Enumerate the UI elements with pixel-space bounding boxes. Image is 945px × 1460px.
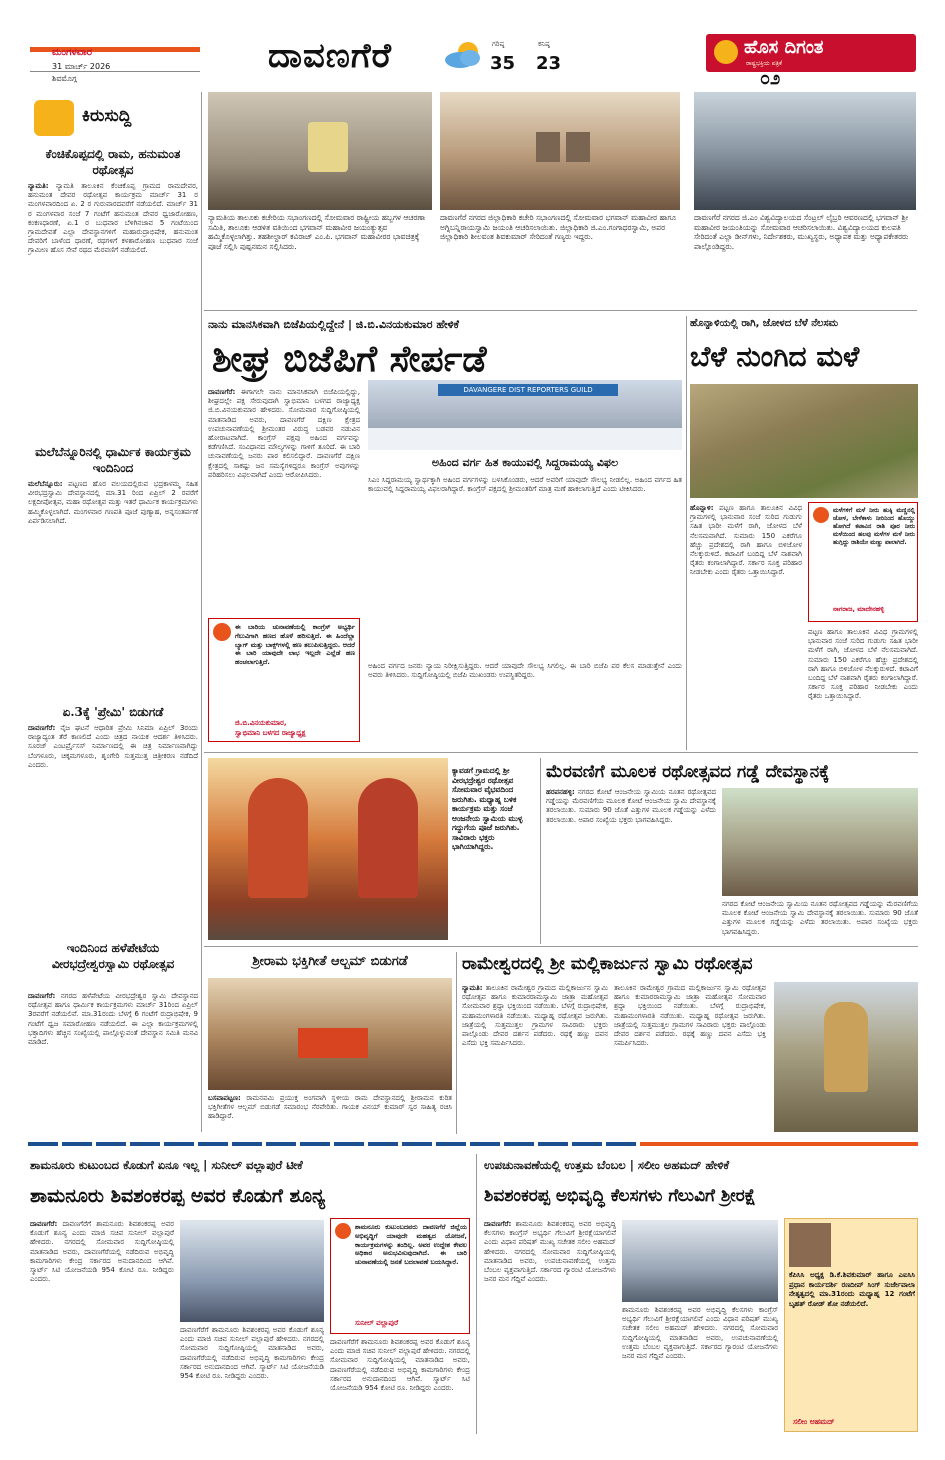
bottom-right-body-text: ಶಾಮನೂರು ಶಿವಶಂಕರಪ್ಪ ಅವರ ಅಭಿವೃದ್ಧಿ ಕೆಲಸಗಳು ಕಾಂಗ್ರೆಸ್ ಅಭ್ಯರ್ಥಿ ಗೆಲುವಿಗೆ ಶ್ರೀರಕ್ಷೆಯಾಗಲಿವೆ ಎಂದು ವಿಧಾನ ಪರಿಷತ್ ಮುಖ್ಯ ಸಚೇತಕ ಸಲೀಂ ಅಹಮದ್ ಹೇಳಿದರು. ನಗರದಲ್ಲಿ ಸೋಮವಾರ ಸುದ್ದಿಗೋಷ್ಠಿಯಲ್ಲಿ ಮಾತನಾಡಿದ ಅವರು, ಉಪಚುನಾವಣೆಯಲ್ಲಿ ಉತ್ತಮ ಬೆಂಬಲ ವ್ಯಕ್ತವಾಗುತ್ತಿದೆ. ಸರ್ಕಾರದ ಗ್ಯಾರಂಟಿ ಯೋಜನೆಗಳು ಜನರ ಮನ ಗೆದ್ದಿವೆ ಎಂದರು.	[484, 1220, 616, 1284]
bottom-right-headline: ಶಿವಶಂಕರಪ್ಪ ಅಭಿವೃದ್ಧಿ ಕೆಲಸಗಳು ಗೆಲುವಿಗೆ ಶ್ರೀರಕ್ಷೆ	[484, 1186, 756, 1206]
lead-body-text: ಈಗಾಗಲೇ ನಾನು ಮಾನಸಿಕವಾಗಿ ಬಿಜೆಪಿಯಲ್ಲಿದ್ದು, ಶೀಘ್ರದಲ್ಲೇ ಪಕ್ಷ ಸೇರುವುದಾಗಿ ಸ್ವಾಭಿಮಾನಿ ಬಳಗದ ರಾಜ್ಯಾಧ್ಯಕ್ಷ ಜಿ.ಬಿ.ವಿನಯಕುಮಾರ ಹೇಳಿದರು. ಸೋಮವಾರ ಸುದ್ದಿಗೋಷ್ಠಿಯಲ್ಲಿ ಮಾತನಾಡಿದ ಅವರು, ದಾವಣಗೆರೆ ದಕ್ಷಿಣ ಕ್ಷೇತ್ರದ ಉಪಚುನಾವಣೆಯಲ್ಲಿ ಶ್ರೀಮಂತರ ವಿರುದ್ಧ ಬಡವರ ನಡುವಿನ ಹೋರಾಟವಾಗಿದೆ. ಕಾಂಗ್ರೆಸ್ ಪಕ್ಷವು ಅಹಿಂದ ವರ್ಗವನ್ನು ಕಡೆಗಣಿಸಿದೆ. ಸಂವಿಧಾನದ ಮೌಲ್ಯಗಳನ್ನು ಗಾಳಿಗೆ ತೂರಿದೆ. ಈ ಬಾರಿ ಚುನಾವಣೆಯಲ್ಲಿ ಜನರು ಪಾಠ ಕಲಿಸಲಿದ್ದಾರೆ. ದಾವಣಗೆರೆ ದಕ್ಷಿಣ ಕ್ಷೇತ್ರದಲ್ಲಿ ಸಾಕಷ್ಟು ಜನ ಸಮಸ್ಯೆಗಳಿದ್ದರೂ ಕಾಂಗ್ರೆಸ್ ಅವುಗಳನ್ನು ಪರಿಹರಿಸಲು ವಿಫಲವಾಗಿದೆ ಎಂದು ಆರೋಪಿಸಿದರು.	[208, 388, 360, 479]
supplement-name: ಹೊಸ ದಿಗಂತ	[744, 37, 824, 58]
supplement-logo	[706, 34, 916, 72]
kirusuddi-column	[28, 92, 198, 1132]
bottom-left-dateline: ದಾವಣಗೆರೆ:	[30, 1220, 58, 1228]
min-temp-label: ಕನಿಷ್ಠ	[538, 40, 550, 48]
kirusuddi-body-2	[28, 480, 198, 702]
lead-quote-role: ಸ್ವಾಭಿಮಾನಿ ಬಳಗದ ರಾಜ್ಯಾಧ್ಯಕ್ಷ	[235, 729, 306, 737]
temple-procession-photo	[722, 788, 918, 896]
rain-body	[690, 504, 802, 748]
lead-photo	[368, 380, 682, 450]
rain-headline: ಬೆಳೆ ನುಂಗಿದ ಮಳೆ	[690, 340, 860, 373]
kirusuddi-dateline-1: ನ್ಯಾಮತಿ:	[28, 182, 49, 190]
bottom-right-quote-portrait	[789, 1223, 831, 1267]
bottom-right-quote-author: ಸಲೀಂ ಅಹಮದ್	[793, 1417, 835, 1426]
album-headline: ಶ್ರೀರಾಮ ಭಕ್ತಿಗೀತೆ ಆಲ್ಬಮ್ ಬಿಡುಗಡೆ	[252, 954, 408, 969]
album-photo	[208, 978, 452, 1090]
quote-bubble-icon	[213, 623, 231, 641]
bottom-right-dateline: ದಾವಣಗೆರೆ:	[484, 1220, 512, 1228]
chariot-shape-2	[358, 778, 418, 898]
top-photo-1-caption: ನ್ಯಾಮತಿಯ ತಾಲೂಕು ಕಚೇರಿಯ ಸಭಾಂಗಣದಲ್ಲಿ ಸೋಮವಾರ ರಾಷ್ಟ್ರೀಯ ಹಬ್ಬಗಳ ಆಚರಣಾ ಸಮಿತಿ, ತಾಲೂಕು ಆಡಳಿತ ವತಿಯಿಂದ ಭಗವಾನ್ ಮಹಾವೀರ ಜಯಂತ್ಯುತ್ಸವ ಹಮ್ಮಿಕೊಳ್ಳಲಾಗಿತ್ತು. ತಹಶೀಲ್ದಾರ್ ಕವಿರಾಜ್ ಎಂ.ಪಿ. ಭಗವಾನ್ ಮಹಾವೀರರ ಭಾವಚಿತ್ರಕ್ಕೆ ಪೂಜೆ ಸಲ್ಲಿಸಿ ಪುಷ್ಪನಮನ ಸಲ್ಲಿಸಿದರು.	[208, 213, 426, 251]
rain-quote-author: ನಾಗರಾಜ, ಮಾದೇನಹಳ್ಳಿ	[833, 605, 885, 613]
rain-quote-text: ಮಳೆಗಳಿಗೆ ಮಳೆ ನೀರು ಹುಕ್ಕಿ ಮಣ್ಣಿನಲ್ಲಿ ಜೋಳ, ಬೇಳೆಕಾಳು ನೀರಿನಿಂದ ಹೊಯ್ದು ಹೋಗಿದೆ ಕಟಾವಿನ ರಾಶಿ ಪೂರ ನೀರು ಮಳೆಯಿಂದ ಹಲವು ಮಳೆಗಳ ಮಳೆ ನೀರು ಹುಗ್ಗಿದ್ದು ರಾಶಿಯೇ ಮಣ್ಣು ಪಾಲಾಗಿದೆ.	[833, 507, 915, 546]
temple-divider	[540, 758, 541, 944]
kirusuddi-headline-1: ಕೆಂಚಿಕೊಪ್ಪದಲ್ಲಿ ರಾಮ, ಹನುಮಂತ ರಥೋತ್ಸವ	[45, 147, 181, 177]
lead-quote-text: ಈ ಬಾರಿಯ ಚುನಾವಣೆಯಲ್ಲಿ ಕಾಂಗ್ರೆಸ್ ಅಭ್ಯರ್ಥಿ ಗೆಲುವಿಗಾಗಿ ಹಣದ ಹೊಳೆ ಹರಿಸುತ್ತಿದೆ. ಈ ಹಿಂದೆಲ್ಲಾ ಬ್ಯಾಗ್ ಮತ್ತು ಬಾಕ್ಸ್‌ಗಳಲ್ಲಿ ಹಣ ತಲುಪಿಸುತ್ತಿದ್ದರು. ಆದರೆ ಈ ಬಾರಿ ಯಾವುದೇ ಲಾಭ ಇಲ್ಲದೇ ಎಲ್ಲೆಡೆ ಹಣ ಹಂಚಲಾಗುತ್ತಿದೆ.	[235, 623, 355, 667]
temple-photo-note	[722, 900, 918, 940]
lead-photo-table	[368, 428, 682, 450]
bottom-right-kicker: ಉಪಚುನಾವಣೆಯಲ್ಲಿ ಉತ್ತಮ ಬೆಂಬಲ | ಸಲೀಂ ಅಹಮದ್ ಹೇಳಿಕೆ	[484, 1158, 730, 1172]
photo-1-shrine	[308, 122, 348, 172]
bottom-left-body-col3-text: ದಾವಣಗೆರೆಗೆ ಶಾಮನೂರು ಶಿವಶಂಕರಪ್ಪ ಅವರ ಕೊಡುಗೆ ಶೂನ್ಯ ಎಂದು ಮಾಜಿ ಸಚಿವ ಸುನೀಲ್ ವಲ್ಲಾಪುರೆ ಹೇಳಿದರು. ನಗರದಲ್ಲಿ ಸೋಮವಾರ ಸುದ್ದಿಗೋಷ್ಠಿಯಲ್ಲಿ ಮಾತನಾಡಿದ ಅವರು, ದಾವಣಗೆರೆಯಲ್ಲಿ ನಡೆದಿರುವ ಅಭಿವೃದ್ಧಿ ಕಾಮಗಾರಿಗಳು ಕೇಂದ್ರ ಸರ್ಕಾರದ ಅನುದಾನದಿಂದ ಆಗಿವೆ. ಸ್ಮಾರ್ಟ್ ಸಿಟಿ ಯೋಜನೆಯಡಿ 954 ಕೋಟಿ ರೂ. ನೀಡಿದ್ದರು ಎಂದರು.	[330, 1338, 470, 1393]
masthead-day: ಮಂಗಳವಾರ	[52, 47, 93, 58]
kirusuddi-dateline-2: ಮಲೆಬೆನ್ನೂರು:	[28, 480, 63, 488]
top-photo-3	[694, 92, 916, 210]
max-temp: 35	[490, 53, 516, 74]
rain-body-text: ಪಟ್ಟಣ ಹಾಗೂ ತಾಲೂಕಿನ ವಿವಿಧ ಗ್ರಾಮಗಳಲ್ಲಿ ಭಾನುವಾರ ಸಂಜೆ ಸುರಿದ ಗುಡುಗು ಸಹಿತ ಭಾರೀ ಮಳೆಗೆ ರಾಗಿ, ಜೋಳದ ಬೆಳೆ ನೆಲಸಮವಾಗಿದೆ. ಸುಮಾರು 150 ಎಕರೆಗೂ ಹೆಚ್ಚು ಪ್ರದೇಶದಲ್ಲಿ ರಾಗಿ ಹಾಗೂ ಬಿಳಿಜೋಳ ನೆಲಕ್ಕುರುಳಿದೆ. ಕಟಾವಿಗೆ ಬಂದಿದ್ದ ಬೆಳೆ ನಾಶವಾಗಿ ರೈತರು ಕಂಗಾಲಾಗಿದ್ದಾರೆ. ಸರ್ಕಾರ ಸೂಕ್ತ ಪರಿಹಾರ ನೀಡಬೇಕು ಎಂದು ರೈತರು ಒತ್ತಾಯಿಸಿದ್ದಾರೆ.	[690, 504, 802, 577]
bottom-section-bar-accent	[640, 1142, 918, 1146]
lead-body	[208, 388, 360, 614]
album-divider	[456, 952, 457, 1134]
rain-quote-bubble-icon	[813, 507, 829, 523]
bottom-left-body-col3	[330, 1338, 470, 1432]
masthead	[0, 0, 945, 88]
temple-body-text: ನಗರದ ಕೋಟೆ ಆಂಜನೇಯ ಸ್ವಾಮಿಯ ನೂತನ ರಥೋತ್ಸವದ ಗಡ್ಡೆಯನ್ನು ಮೆರವಣಿಗೆಯ ಮೂಲಕ ಕೋಟೆ ಆಂಜನೇಯ ಸ್ವಾಮಿ ದೇವಸ್ಥಾನಕ್ಕೆ ತರಲಾಯಿತು. ಸುಮಾರು 90 ಜೊತೆ ಎತ್ತುಗಳ ಮೂಲಕ ಗಡ್ಡೆಯನ್ನು ಎಳೆದು ತರಲಾಯಿತು. ಅಪಾರ ಸಂಖ್ಯೆಯ ಭಕ್ತರು ಭಾಗವಹಿಸಿದ್ದರು.	[546, 788, 716, 824]
bottom-right-quote-box	[784, 1218, 918, 1432]
rain-quote-box	[808, 502, 918, 622]
lead-kicker: ನಾನು ಮಾನಸಿಕವಾಗಿ ಬಿಜೆಪಿಯಲ್ಲಿದ್ದೇನೆ | ಜಿ.ಬಿ.ವಿನಯಕುಮಾರ ಹೇಳಿಕೆ	[208, 318, 459, 331]
bottom-left-body-col2	[180, 1326, 324, 1432]
temple-dateline: ಹರಪನಹಳ್ಳಿ:	[546, 788, 575, 796]
ramesh-body-col2-text: ತಾಲೂಕಿನ ರಾಮೇಶ್ವರ ಗ್ರಾಮದ ಮಲ್ಲಿಕಾರ್ಜುನ ಸ್ವಾಮಿ ರಥೋತ್ಸವ ಹಾಗೂ ಕುಮಾರರಾಮಸ್ವಾಮಿ ಜಾತ್ರಾ ಮಹೋತ್ಸವ ಸೋಮವಾರ ಶ್ರದ್ಧಾ ಭಕ್ತಿಯಿಂದ ನಡೆಯಿತು. ಬೆಳಗ್ಗೆ ರುದ್ರಾಭಿಷೇಕ, ಮಹಾಮಂಗಳಾರತಿ ನಡೆಯಿತು. ಮಧ್ಯಾಹ್ನ ರಥೋತ್ಸವ ಜರುಗಿತು. ಜಾತ್ರೆಯಲ್ಲಿ ಸುತ್ತಮುತ್ತಲ ಗ್ರಾಮಗಳ ಸಾವಿರಾರು ಭಕ್ತರು ಪಾಲ್ಗೊಂಡು ದೇವರ ದರ್ಶನ ಪಡೆದರು. ರಥಕ್ಕೆ ಹಣ್ಣು ದವನ ಎಸೆದು ಭಕ್ತಿ ಸಮರ್ಪಿಸಿದರು.	[614, 984, 766, 1048]
left-column-divider	[201, 92, 202, 1132]
bottom-right-body-col2-text: ಶಾಮನೂರು ಶಿವಶಂಕರಪ್ಪ ಅವರ ಅಭಿವೃದ್ಧಿ ಕೆಲಸಗಳು ಕಾಂಗ್ರೆಸ್ ಅಭ್ಯರ್ಥಿ ಗೆಲುವಿಗೆ ಶ್ರೀರಕ್ಷೆಯಾಗಲಿವೆ ಎಂದು ವಿಧಾನ ಪರಿಷತ್ ಮುಖ್ಯ ಸಚೇತಕ ಸಲೀಂ ಅಹಮದ್ ಹೇಳಿದರು. ನಗರದಲ್ಲಿ ಸೋಮವಾರ ಸುದ್ದಿಗೋಷ್ಠಿಯಲ್ಲಿ ಮಾತನಾಡಿದ ಅವರು, ಉಪಚುನಾವಣೆಯಲ್ಲಿ ಉತ್ತಮ ಬೆಂಬಲ ವ್ಯಕ್ತವಾಗುತ್ತಿದೆ. ಸರ್ಕಾರದ ಗ್ಯಾರಂಟಿ ಯೋಜನೆಗಳು ಜನರ ಮನ ಗೆದ್ದಿವೆ ಎಂದರು.	[622, 1306, 778, 1361]
kirusuddi-body-3	[28, 724, 198, 920]
bottom-left-quote-text: ಶಾಮನೂರು ಕುಟುಂಬದವರು ದಾವಣಗೆರೆ ಜಿಲ್ಲೆಯ ಅಭಿವೃದ್ಧಿಗೆ ಯಾವುದೇ ಮಹತ್ವದ ಯೋಜನೆ, ಕಾರ್ಯಕ್ರಮಗಳನ್ನು ತಂದಿಲ್ಲ. ಅವರ ಉದ್ದೇಶ ಕೇವಲ ಅಧಿಕಾರ ಅನುಭವಿಸುವುದಾಗಿದೆ. ಈ ಬಾರಿ ಚುನಾವಣೆಯಲ್ಲಿ ಜನತೆ ಬದಲಾವಣೆ ಬಯಸಿದ್ದಾರೆ.	[355, 1223, 467, 1267]
ramesh-photo	[774, 982, 918, 1132]
kirusuddi-headline-4: ಇಂದಿನಿಂದ ಹಳೆಪೇಟೆಯ ವೀರಭದ್ರೇಶ್ವರಸ್ವಾಮಿ ರಥೋತ್ಸವ	[51, 941, 175, 971]
temple-photo-note-text: ನಗರದ ಕೋಟೆ ಆಂಜನೇಯ ಸ್ವಾಮಿಯ ನೂತನ ರಥೋತ್ಸವದ ಗಡ್ಡೆಯನ್ನು ಮೆರವಣಿಗೆಯ ಮೂಲಕ ಕೋಟೆ ಆಂಜನೇಯ ಸ್ವಾಮಿ ದೇವಸ್ಥಾನಕ್ಕೆ ತರಲಾಯಿತು. ಸುಮಾರು 90 ಜೊತೆ ಎತ್ತುಗಳ ಮೂಲಕ ಗಡ್ಡೆಯನ್ನು ಎಳೆದು ತರಲಾಯಿತು. ಅಪಾರ ಸಂಖ್ಯೆಯ ಭಕ್ತರು ಭಾಗವಹಿಸಿದ್ದರು.	[722, 900, 918, 936]
rain-body-cont	[808, 628, 918, 748]
lead-continuation: ಅಹಿಂದ ವರ್ಗದ ಜನರು ನ್ಯಾಯ ನಿರೀಕ್ಷಿಸುತ್ತಿದ್ದರು. ಆದರೆ ಯಾವುದೇ ಸೌಲಭ್ಯ ಸಿಗಲಿಲ್ಲ. ಈ ಬಾರಿ ಬಿಜೆಪಿ ಪರ ಕೆಲಸ ಮಾಡುತ್ತೇನೆ ಎಂದು ಅವರು ತಿಳಿಸಿದರು. ಸುದ್ದಿಗೋಷ್ಠಿಯಲ್ಲಿ ಬಿಜೆಪಿ ಮುಖಂಡರು ಉಪಸ್ಥಿತರಿದ್ದರು.	[368, 662, 682, 680]
kirusuddi-label: ಕಿರುಸುದ್ದಿ	[82, 106, 132, 126]
lead-photo-banner	[438, 384, 618, 396]
kirusuddi-headline-3: ಏ.3ಕ್ಕೆ 'ಪ್ರೇಮಿ' ಬಿಡುಗಡೆ	[62, 705, 164, 719]
kirusuddi-headline-2: ಮಲೆಬೆನ್ನೂರಿನಲ್ಲಿ ಧಾರ್ಮಿಕ ಕಾರ್ಯಕ್ರಮ ಇಂದಿನಿಂದ	[35, 445, 191, 475]
bottom-left-body	[30, 1220, 174, 1432]
kirusuddi-body-1	[28, 182, 198, 444]
bottom-right-photo	[622, 1220, 778, 1302]
photo-2-portrait-b	[566, 132, 590, 162]
mid-horizontal-rule	[204, 752, 918, 753]
masthead-rule	[30, 71, 200, 72]
kirusuddi-label-box	[34, 98, 184, 138]
lead-headline: ಶೀಘ್ರ ಬಿಜೆಪಿಗೆ ಸೇರ್ಪಡೆ	[212, 338, 487, 380]
top-photo-2	[440, 92, 680, 210]
bottom-right-body-col2	[622, 1306, 778, 1432]
ramesh-headline: ರಾಮೇಶ್ವರದಲ್ಲಿ ಶ್ರೀ ಮಲ್ಲಿಕಾರ್ಜುನ ಸ್ವಾಮಿ ರಥೋತ್ಸವ	[462, 954, 753, 974]
temple-body	[546, 788, 716, 940]
top-strip-bottom-rule	[204, 310, 917, 311]
lower-horizontal-rule	[204, 946, 918, 947]
kirusuddi-dateline-3: ದಾವಣಗೆರೆ:	[28, 724, 56, 732]
bottom-right-body	[484, 1220, 616, 1432]
lead-subhead: ಅಹಿಂದ ವರ್ಗ ಹಿತ ಕಾಯುವಲ್ಲಿ ಸಿದ್ದರಾಮಯ್ಯ ವಿಫಲ	[431, 456, 619, 469]
album-dateline: ಬಸವಾಪಟ್ಟಣ:	[208, 1094, 241, 1102]
bottom-left-photo	[180, 1220, 324, 1322]
bottom-left-kicker: ಶಾಮನೂರು ಕುಟುಂಬದ ಕೊಡುಗೆ ಏನೂ ಇಲ್ಲ | ಸುನೀಲ್ ವಲ್ಲಾಪುರೆ ಟೀಕೆ	[30, 1158, 303, 1172]
lead-dateline: ದಾವಣಗೆರೆ:	[208, 388, 236, 396]
ramesh-dateline: ನ್ಯಾಮತಿ:	[462, 984, 483, 992]
supplement-tagline: ರಾಷ್ಟ್ರಭಕ್ತಿಯ ಪತ್ರಿಕೆ	[746, 60, 782, 67]
chariot-photo-caption: ಕ್ಯಾವಡಗೆ ಗ್ರಾಮದಲ್ಲಿ ಶ್ರೀ ವೀರಭದ್ರೇಶ್ವರ ರಥೋತ್ಸವ ಸೋಮವಾರ ವೈಭವದಿಂದ ಜರುಗಿತು. ಮಧ್ಯಾಹ್ನ ಬಳಿಕ ಕಾರ್ಯಕ್ರಮ ಮತ್ತು ಸಂಜೆ ಆಂಜನೇಯ ಸ್ವಾಮಿಯ ಮುಳ್ಳ ಗದ್ದುಗೆಯ ಪೂಜೆ ಜರುಗಿತು. ಸಾವಿರಾರು ಭಕ್ತರು ಭಾಗಿಯಾಗಿದ್ದರು.	[452, 766, 523, 851]
top-photo-2-caption: ದಾವಣಗೆರೆ ನಗರದ ಜಿಲ್ಲಾಧಿಕಾರಿ ಕಚೇರಿ ಸಭಾಂಗಣದಲ್ಲಿ ಸೋಮವಾರ ಭಗವಾನ್ ಮಹಾವೀರ ಹಾಗೂ ಅಗ್ನಿಬನ್ನಿರಾಯಸ್ವಾಮಿ ಜಯಂತಿ ಆಚರಿಸಲಾಯಿತು. ಜಿಲ್ಲಾಧಿಕಾರಿ ಜಿ.ಎಂ.ಗಂಗಾಧರಸ್ವಾಮಿ, ಅಪರ ಜಿಲ್ಲಾಧಿಕಾರಿ ಶೀಲವಂತ ಶಿವಕುಮಾರ್ ಸೇರಿದಂತೆ ಗಣ್ಯರು ಇದ್ದರು.	[440, 213, 677, 241]
kirusuddi-text-2: ಪಟ್ಟಣದ ಹೊರ ವಲಯದಲ್ಲಿರುವ ಭದ್ರಕಾಳಮ್ಮ ಸಹಿತ ವೀರಭದ್ರಸ್ವಾಮಿ ದೇವಸ್ಥಾನದಲ್ಲಿ ಮಾ.31 ರಿಂದ ಏಪ್ರಿಲ್ 2 ರವರೆಗೆ ಲಕ್ಷದೀಪೋತ್ಸವ, ಮಹಾ ರಥೋತ್ಸವ ಮತ್ತು ಇತರೆ ಧಾರ್ಮಿಕ ಕಾರ್ಯಕ್ರಮಗಳು ಹಮ್ಮಿಕೊಳ್ಳಲಾಗಿದೆ. ಮಂಗಳವಾರ ಗಣಪತಿ ಪೂಜೆ ಪುಣ್ಯಾಹ, ಅನ್ನಸಂತರ್ಪಣೆ ಏರ್ಪಡಿಸಲಾಗಿದೆ.	[28, 480, 198, 525]
lead-quote-author: ಜಿ.ಬಿ.ವಿನಯಕುಮಾರ,	[235, 719, 287, 727]
ramesh-chariot	[824, 1002, 868, 1092]
top-photo-3-caption: ದಾವಣಗೆರೆ ನಗರದ ಜಿ.ಎಂ ವಿಶ್ವವಿದ್ಯಾಲಯದ ಸೆಂಟ್ರಲ್ ಲೈಬ್ರರಿ ಆವರಣದಲ್ಲಿ ಭಗವಾನ್ ಶ್ರೀ ಮಹಾವೀರ ಜಯಂತಿಯನ್ನು ಸೋಮವಾರ ಆಚರಿಸಲಾಯಿತು. ವಿಶ್ವವಿದ್ಯಾಲಯದ ಕುಲಪತಿ ಸೇರಿದಂತೆ ಎಲ್ಲಾ ಡೀನ್‌ಗಳು, ನಿರ್ದೇಶಕರು, ಮುಖ್ಯಸ್ಥರು, ಅಧ್ಯಾಪಕ ಮತ್ತು ಅಧ್ಯಾಪಕೇತರರು ಪಾಲ್ಗೊಂಡಿದ್ದರು.	[694, 213, 909, 251]
masthead-date: 31 ಮಾರ್ಚ್ 2026	[52, 62, 111, 71]
min-temp: 23	[536, 53, 562, 74]
album-photo-cloth	[298, 1028, 368, 1058]
lead-subbody: ಸಿಎಂ ಸಿದ್ದರಾಮಯ್ಯ ಸ್ವಾರ್ಥಕ್ಕಾಗಿ ಅಹಿಂದ ವರ್ಗಗಳನ್ನು ಬಳಸಿಕೊಂಡರು, ಆದರೆ ಅವರಿಗೆ ಯಾವುದೇ ಸೌಲಭ್ಯ ನೀಡಲಿಲ್ಲ. ಅಹಿಂದ ವರ್ಗದ ಹಿತ ಕಾಯುವಲ್ಲಿ ಸಿದ್ದರಾಮಯ್ಯ ವಿಫಲರಾಗಿದ್ದಾರೆ. ಕಾಂಗ್ರೆಸ್ ಪಕ್ಷದಲ್ಲಿ ಶ್ರೀಮಂತರಿಗೆ ಮಾತ್ರ ಮಣೆ ಹಾಕಲಾಗುತ್ತಿದೆ ಎಂದು ಟೀಕಿಸಿದರು.	[368, 476, 682, 494]
ramesh-body-text: ತಾಲೂಕಿನ ರಾಮೇಶ್ವರ ಗ್ರಾಮದ ಮಲ್ಲಿಕಾರ್ಜುನ ಸ್ವಾಮಿ ರಥೋತ್ಸವ ಹಾಗೂ ಕುಮಾರರಾಮಸ್ವಾಮಿ ಜಾತ್ರಾ ಮಹೋತ್ಸವ ಸೋಮವಾರ ಶ್ರದ್ಧಾ ಭಕ್ತಿಯಿಂದ ನಡೆಯಿತು. ಬೆಳಗ್ಗೆ ರುದ್ರಾಭಿಷೇಕ, ಮಹಾಮಂಗಳಾರತಿ ನಡೆಯಿತು. ಮಧ್ಯಾಹ್ನ ರಥೋತ್ಸವ ಜರುಗಿತು. ಜಾತ್ರೆಯಲ್ಲಿ ಸುತ್ತಮುತ್ತಲ ಗ್ರಾಮಗಳ ಸಾವಿರಾರು ಭಕ್ತರು ಪಾಲ್ಗೊಂಡು ದೇವರ ದರ್ಶನ ಪಡೆದರು. ರಥಕ್ಕೆ ಹಣ್ಣು ದವನ ಎಸೆದು ಭಕ್ತಿ ಸಮರ್ಪಿಸಿದರು.	[462, 984, 608, 1048]
kirusuddi-dateline-4: ದಾವಣಗೆರೆ:	[28, 992, 56, 1000]
page-number: ೦೨	[760, 68, 781, 89]
bottom-left-body-col2-text: ದಾವಣಗೆರೆಗೆ ಶಾಮನೂರು ಶಿವಶಂಕರಪ್ಪ ಅವರ ಕೊಡುಗೆ ಶೂನ್ಯ ಎಂದು ಮಾಜಿ ಸಚಿವ ಸುನೀಲ್ ವಲ್ಲಾಪುರೆ ಹೇಳಿದರು. ನಗರದಲ್ಲಿ ಸೋಮವಾರ ಸುದ್ದಿಗೋಷ್ಠಿಯಲ್ಲಿ ಮಾತನಾಡಿದ ಅವರು, ದಾವಣಗೆರೆಯಲ್ಲಿ ನಡೆದಿರುವ ಅಭಿವೃದ್ಧಿ ಕಾಮಗಾರಿಗಳು ಕೇಂದ್ರ ಸರ್ಕಾರದ ಅನುದಾನದಿಂದ ಆಗಿವೆ. ಸ್ಮಾರ್ಟ್ ಸಿಟಿ ಯೋಜನೆಯಡಿ 954 ಕೋಟಿ ರೂ. ನೀಡಿದ್ದರು ಎಂದರು.	[180, 1326, 324, 1381]
bottom-left-quote-box	[330, 1218, 470, 1334]
kirusuddi-text-1: ನ್ಯಾಮತಿ ತಾಲೂಕಿನ ಕೆಂಚಿಕೊಪ್ಪ ಗ್ರಾಮದ ರಾಮದೇವರ, ಹನುಮಂತ ದೇವರ ರಥೋತ್ಸವ ಕಾರ್ಯಕ್ರಮ ಮಾರ್ಚ್ 31 ರ ಮಂಗಳವಾರದಿಂದ ಏ. 2 ರ ಗುರುವಾರದವರೆಗೆ ನಡೆಯಲಿದೆ. ಮಾರ್ಚ್ 31 ರ ಮಂಗಳವಾರ ಸಂಜೆ 7 ಗಂಟೆಗೆ ಹನುಮಂತ ದೇವರ ಧ್ವಜಾರೋಹಣ, ಕಂಕಣಧಾರಣೆ, ಏ.1 ರ ಬುಧವಾರ ಬೆಳಿಗಿನಜಾವ 5 ಗಂಟೆಯಿಂದ ಗ್ರಾಮದೇವತೆ ಎಲ್ಲಾ ದೇವಸ್ಥಾನಗಳಿಗೆ ಮಹಾರುದ್ರಾಭಿಷೇಕ, ಹನುಮಂತ ದೇವರಿಗೆ ಬಾಳೆಂದ ಧಾರಣೆ, ರಥಗಳಿಗೆ ಕಳಶಾರೋಹಣ ಬುಧವಾರ ಸಂಜೆ ಗ್ರಾಮೀಣ ಹೊಸ ಸೇವೆ ರಥದ ಮೆರವಣಿಗೆ ನಡೆಯಲಿದೆ.	[28, 182, 198, 255]
lead-photo-banner-text: DAVANGERE DIST REPORTERS GUILD	[463, 386, 593, 394]
rain-photo	[690, 384, 918, 498]
bottom-left-headline: ಶಾಮನೂರು ಶಿವಶಂಕರಪ್ಪ ಅವರ ಕೊಡುಗೆ ಶೂನ್ಯ	[30, 1185, 326, 1207]
ramesh-body	[462, 984, 608, 1134]
bottom-right-quote-text: ಕೆಪಿಸಿಸಿ ಅಧ್ಯಕ್ಷ ಡಿ.ಕೆ.ಶಿವಕುಮಾರ್ ಹಾಗೂ ಎಐಸಿಸಿ ಪ್ರಧಾನ ಕಾರ್ಯದರ್ಶಿ ರಣದೀಪ್ ಸಿಂಗ್ ಸುರ್ಜೇವಾಲಾ ನೇತೃತ್ವದಲ್ಲಿ ಮಾ.31ರಂದು ಮಧ್ಯಾಹ್ನ 12 ಗಂಟೆಗೆ ಬೃಹತ್ ರೋಡ್ ಶೋ ನಡೆಯಲಿದೆ.	[789, 1271, 915, 1308]
center-divider	[686, 316, 687, 750]
chariot-photo	[208, 758, 448, 940]
album-caption-text: ರಾಮನವಮಿ ಪ್ರಯುಕ್ತ ಅಂಗವಾಗಿ ಸ್ಥಳೀಯ ರಾಮ ದೇವಸ್ಥಾನದಲ್ಲಿ ಶ್ರೀರಾಮನ ಕುರಿತ ಭಕ್ತಿಗೀತೆಗಳ ಆಲ್ಬಮ್ ಬಿಡುಗಡೆ ಸಮಾರಂಭ ನೆರವೇರಿತು. ಗಾಯಕ ವಿನಯ್ ಕುಮಾರ್ ಸ್ವರ ಸಾಹಿತ್ಯ ರಚಿಸಿ ಹಾಡಿದ್ದಾರೆ.	[208, 1094, 452, 1121]
finger-point-icon	[34, 100, 74, 136]
rain-kicker: ಹೊನ್ನಾಳಿಯಲ್ಲಿ ರಾಗಿ, ಜೋಳದ ಬೆಳೆ ನೆಲಸಮ	[690, 318, 839, 329]
masthead-title: ದಾವಣಗೆರೆ	[268, 36, 392, 76]
photo-2-portrait-a	[536, 132, 560, 162]
chariot-shape	[248, 778, 308, 898]
max-temp-label: ಗರಿಷ್ಠ	[492, 40, 505, 48]
top-photo-1	[208, 92, 432, 210]
temple-headline: ಮೆರವಣಿಗೆ ಮೂಲಕ ರಥೋತ್ಸವದ ಗಡ್ಡೆ ದೇವಸ್ಥಾನಕ್ಕೆ	[546, 762, 830, 782]
weather-cloud-icon	[440, 38, 484, 72]
kirusuddi-text-4: ನಗರದ ಹಳೆಪೇಟೆಯ ವೀರಭದ್ರೇಶ್ವರ ಸ್ವಾಮಿ ದೇವಸ್ಥಾನದ ರಥೋತ್ಸವ ಹಾಗೂ ಧಾರ್ಮಿಕ ಕಾರ್ಯಕ್ರಮಗಳು ಮಾರ್ಚ್ 31ರಿಂದ ಏಪ್ರಿಲ್ 3ರವರೆಗೆ ನಡೆಯಲಿವೆ. ಮಾ.31ರಂದು ಬೆಳಗ್ಗೆ 6 ಗಂಟೆಗೆ ರುದ್ರಾಭಿಷೇಕ, 9 ಗಂಟೆಗೆ ಧ್ವಜ ಸಮಾರೋಹಣ ನಡೆಯಲಿದೆ. ಈ ಎಲ್ಲಾ ಕಾರ್ಯಕ್ರಮಗಳಲ್ಲಿ ಭಕ್ತಾದಿಗಳು ಹೆಚ್ಚಿನ ಸಂಖ್ಯೆಯಲ್ಲಿ ಪಾಲ್ಗೊಳ್ಳುವಂತೆ ದೇವಸ್ಥಾನ ಸಮಿತಿ ಮನವಿ ಮಾಡಿದೆ.	[28, 992, 198, 1047]
bottom-left-quote-author: ಸುನೀಲ್ ವಲ್ಲಾಪುರೆ	[355, 1319, 399, 1327]
lead-quote-box	[208, 618, 360, 742]
bottom-left-quote-icon	[335, 1223, 351, 1239]
supplement-logo-mark	[714, 40, 738, 64]
rain-dateline: ಹೊನ್ನಾಳಿ:	[690, 504, 714, 512]
kirusuddi-body-4	[28, 992, 198, 1128]
album-caption	[208, 1094, 452, 1134]
kirusuddi-text-3: ನೈಜ ಘಟನೆ ಆಧಾರಿತ ಪ್ರೇಮಿ ಸಿನಿಮಾ ಏಪ್ರಿಲ್ 3ರಂದು ರಾಜ್ಯಾದ್ಯಂತ ತೆರೆ ಕಾಣಲಿದೆ ಎಂದು ಚಿತ್ರದ ನಾಯಕ ಆದರ್ಶ ತಿಳಿಸಿದರು. ಸೂರಜ್ ಎಂಟರ್ಪ್ರೈಸಸ್ ನಿರ್ಮಾಣದಲ್ಲಿ ಈ ಚಿತ್ರ ನಿರ್ಮಾಣವಾಗಿದ್ದು ಬೆಂಗಳೂರು, ಚಿಕ್ಕಮಗಳೂರು, ಶೃಂಗೇರಿ ಸುತ್ತಮುತ್ತ ಚಿತ್ರೀಕರಣ ನಡೆದಿದೆ ಎಂದರು.	[28, 724, 198, 769]
bottom-divider	[476, 1154, 477, 1434]
bottom-left-body-text: ದಾವಣಗೆರೆಗೆ ಶಾಮನೂರು ಶಿವಶಂಕರಪ್ಪ ಅವರ ಕೊಡುಗೆ ಶೂನ್ಯ ಎಂದು ಮಾಜಿ ಸಚಿವ ಸುನೀಲ್ ವಲ್ಲಾಪುರೆ ಹೇಳಿದರು. ನಗರದಲ್ಲಿ ಸೋಮವಾರ ಸುದ್ದಿಗೋಷ್ಠಿಯಲ್ಲಿ ಮಾತನಾಡಿದ ಅವರು, ದಾವಣಗೆರೆಯಲ್ಲಿ ನಡೆದಿರುವ ಅಭಿವೃದ್ಧಿ ಕಾಮಗಾರಿಗಳು ಕೇಂದ್ರ ಸರ್ಕಾರದ ಅನುದಾನದಿಂದ ಆಗಿವೆ. ಸ್ಮಾರ್ಟ್ ಸಿಟಿ ಯೋಜನೆಯಡಿ 954 ಕೋಟಿ ರೂ. ನೀಡಿದ್ದರು ಎಂದರು.	[30, 1220, 174, 1284]
ramesh-body-col2	[614, 984, 766, 1134]
rain-body-cont-text: ಪಟ್ಟಣ ಹಾಗೂ ತಾಲೂಕಿನ ವಿವಿಧ ಗ್ರಾಮಗಳಲ್ಲಿ ಭಾನುವಾರ ಸಂಜೆ ಸುರಿದ ಗುಡುಗು ಸಹಿತ ಭಾರೀ ಮಳೆಗೆ ರಾಗಿ, ಜೋಳದ ಬೆಳೆ ನೆಲಸಮವಾಗಿದೆ. ಸುಮಾರು 150 ಎಕರೆಗೂ ಹೆಚ್ಚು ಪ್ರದೇಶದಲ್ಲಿ ರಾಗಿ ಹಾಗೂ ಬಿಳಿಜೋಳ ನೆಲಕ್ಕುರುಳಿದೆ. ಕಟಾವಿಗೆ ಬಂದಿದ್ದ ಬೆಳೆ ನಾಶವಾಗಿ ರೈತರು ಕಂಗಾಲಾಗಿದ್ದಾರೆ. ಸರ್ಕಾರ ಸೂಕ್ತ ಪರಿಹಾರ ನೀಡಬೇಕು ಎಂದು ರೈತರು ಒತ್ತಾಯಿಸಿದ್ದಾರೆ.	[808, 628, 918, 701]
masthead-edition: ಶಿವಮೊಗ್ಗ	[52, 74, 77, 83]
